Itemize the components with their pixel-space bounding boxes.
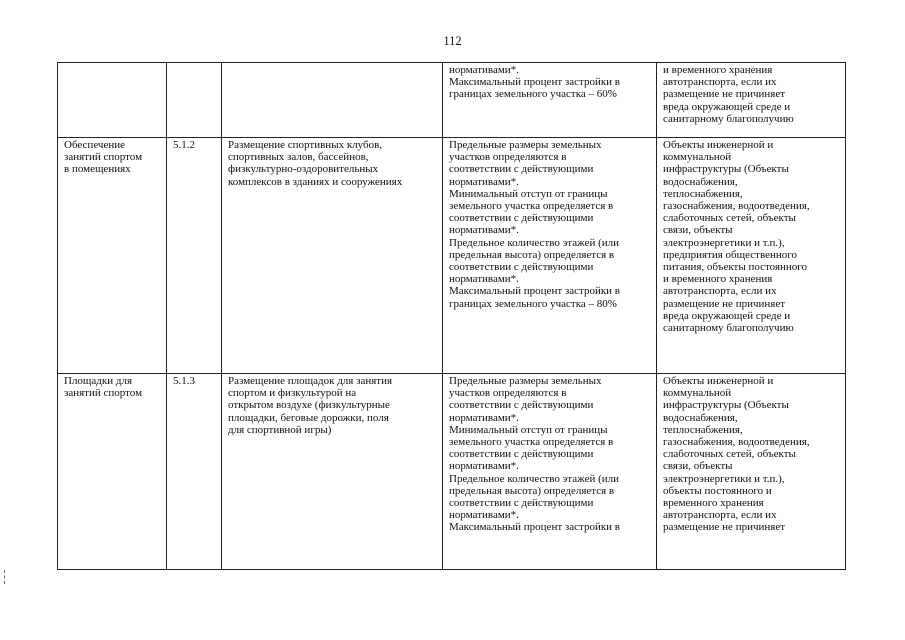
table-body [58,63,846,570]
cell-line: 5.1.2 [173,139,195,151]
cell-line: 5.1.3 [173,375,195,387]
cell-parameters [443,138,657,374]
cell-line: границах земельного участка – 60% [449,88,617,101]
scan-margin-mark [4,570,7,584]
cell-line: соответствии с действующими [449,261,594,274]
cell-line: слаботочных сетей, объекты [663,448,796,461]
cell-line: размещение не причиняет [663,297,786,310]
cell-line: автотранспорта, если их [663,76,777,89]
cell-line: предприятия общественного [663,248,797,261]
cell-line: границах земельного участка – 80% [449,297,617,310]
cell-line: Обеспечение [64,139,125,151]
cell-line: нормативами*. [449,460,519,473]
cell-auxiliary [657,138,846,374]
cell-line: Предельные размеры земельных [449,375,602,387]
cell-line: участков определяются в [449,151,567,164]
cell-line: предельная высота) определяется в [449,484,615,497]
cell-code [167,63,222,138]
cell-line: соответствии с действующими [449,448,594,461]
cell-line: Предельное количество этажей (или [449,236,620,249]
cell-line: спортом и физкультурой на [228,387,357,400]
cell-line: Площадки для [64,375,133,387]
cell-parameters [443,374,657,570]
cell-line: нормативами*. [449,224,519,237]
cell-description [222,138,443,374]
table-row [58,63,846,138]
cell-line: занятий спортом [64,387,143,400]
cell-line: участков определяются в [449,387,567,400]
cell-line: площадки, беговые дорожки, поля [228,411,389,424]
cell-line: коммунальной [663,151,732,164]
cell-line: Максимальный процент застройки в [449,521,620,534]
cell-line: соответствии с действующими [449,399,594,412]
table-row [58,374,846,570]
cell-description [222,63,443,138]
cell-line: вреда окружающей среде и [663,100,791,113]
cell-line: теплоснабжения, [663,187,743,200]
cell-name [58,138,167,374]
cell-name [58,63,167,138]
cell-line: объекты постоянного и [663,484,772,497]
cell-line: Предельное количество этажей (или [449,472,620,485]
cell-line: временного хранения [663,497,764,510]
cell-line: соответствии с действующими [449,497,594,510]
cell-line: Максимальный процент застройки в [449,76,620,89]
cell-description [222,374,443,570]
cell-line: нормативами*. [449,64,519,76]
cell-line: инфраструктуры (Объекты [663,163,789,176]
cell-line: инфраструктуры (Объекты [663,399,789,412]
cell-line: земельного участка определяется в [449,436,614,449]
cell-line: автотранспорта, если их [663,285,777,298]
cell-line: и временного хранения [663,273,773,286]
cell-line: водоснабжения, [663,411,738,424]
cell-line: теплоснабжения, [663,423,743,436]
cell-line: связи, объекты [663,224,733,237]
cell-line: размещение не причиняет [663,521,786,534]
cell-line: для спортивной игры) [228,423,332,436]
cell-line: Объекты инженерной и [663,375,774,387]
cell-line: нормативами*. [449,509,519,522]
cell-line: соответствии с действующими [449,212,594,225]
cell-line: комплексов в зданиях и сооружениях [228,175,403,188]
cell-line: открытом воздухе (физкультурные [228,399,390,412]
cell-auxiliary [657,63,846,138]
cell-line: слаботочных сетей, объекты [663,212,796,225]
cell-line: предельная высота) определяется в [449,248,615,261]
cell-line: вреда окружающей среде и [663,309,791,322]
cell-line: Объекты инженерной и [663,139,774,151]
cell-name [58,374,167,570]
cell-line: газоснабжения, водоотведения, [663,436,810,449]
cell-line: санитарному благополучию [663,112,794,125]
cell-line: питания, объекты постоянного [663,261,808,274]
cell-code [167,374,222,570]
cell-line: Минимальный отступ от границы [449,187,608,200]
cell-parameters [443,63,657,138]
table-row [58,138,846,374]
cell-line: связи, объекты [663,460,733,473]
cell-line: коммунальной [663,387,732,400]
cell-line: автотранспорта, если их [663,509,777,522]
cell-line: нормативами*. [449,273,519,286]
page-number: 112 [443,34,462,48]
cell-line: земельного участка определяется в [449,200,614,213]
cell-line: Размещение площадок для занятия [228,375,393,387]
cell-line: электроэнергетики и т.п.), [663,236,785,249]
cell-line: Минимальный отступ от границы [449,423,608,436]
cell-line: Максимальный процент застройки в [449,285,620,298]
cell-line: и временного хранения [663,64,773,76]
cell-line: физкультурно-оздоровительных [228,163,379,176]
cell-line: нормативами*. [449,411,519,424]
cell-line: водоснабжения, [663,175,738,188]
cell-line: в помещениях [64,163,131,176]
cell-line: размещение не причиняет [663,88,786,101]
cell-auxiliary [657,374,846,570]
cell-line: Размещение спортивных клубов, [228,139,383,151]
cell-line: газоснабжения, водоотведения, [663,200,810,213]
cell-line: спортивных залов, бассейнов, [228,151,369,164]
land-use-table [57,62,846,570]
cell-line: санитарному благополучию [663,322,794,335]
cell-line: нормативами*. [449,175,519,188]
cell-code [167,138,222,374]
cell-line: Предельные размеры земельных [449,139,602,151]
cell-line: соответствии с действующими [449,163,594,176]
cell-line: электроэнергетики и т.п.), [663,472,785,485]
cell-line: занятий спортом [64,151,143,164]
